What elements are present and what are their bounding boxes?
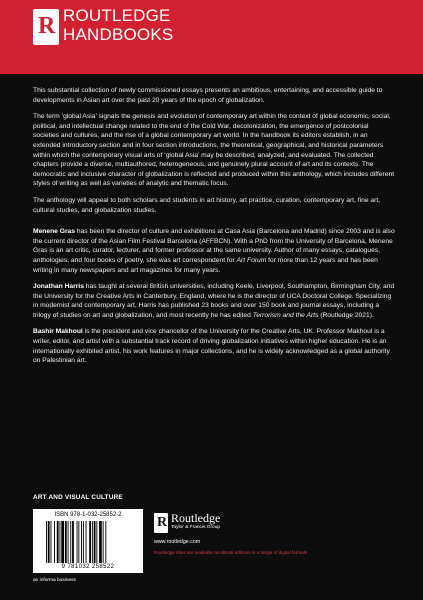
- barcode-bar: [65, 521, 67, 563]
- barcode-bar: [70, 521, 71, 563]
- barcode-icon: [46, 521, 130, 563]
- barcode-bar: [68, 521, 69, 563]
- publisher-logo-icon: R: [154, 513, 168, 533]
- editor-name: Menene Gras: [33, 228, 75, 236]
- cover-body: [33, 86, 395, 373]
- barcode-bar: [89, 521, 91, 563]
- barcode-bar: [83, 521, 84, 563]
- barcode-bar: [72, 521, 74, 563]
- brand-title-line2: HANDBOOKS: [63, 25, 174, 44]
- routledge-logo-icon: [33, 9, 59, 45]
- publication-title: Art Forum: [236, 256, 267, 264]
- publication-title: Terrorism and the Arts: [252, 311, 319, 319]
- barcode-bar: [57, 521, 59, 563]
- bio-paragraph: Menene Gras has been the director of culture and exhibitions at Casa Asia (Barcelona and Madrid) since 2003 and is also the current director of the Asian Film Festival Barcelona (AFFBCN). With a PhD from the University of Barcelona, Menene Gras is an art critic, curator, lecturer, and former professor at the same university. Author of many essays, catalogues, anthologies, and four books of poetry, she was art correspondent for Art Forum for more than 12 years and has been writing in many newspapers and art magazines for many years.: [33, 228, 395, 274]
- isbn-text: ISBN 978-1-032-25852-2: [54, 512, 122, 518]
- barcode-bar: [96, 521, 97, 563]
- bio-paragraph: Bashir Makhoul is the president and vice chancellor of the University for the Creative Arts, UK. Professor Makhoul is a writer, editor, and artist with a substantial track record of driving globalization initiatives within higher education. He is an internationally exhibited artist, his work features in major collections, and he is widely acknowledged as a global authority on Palestinian art.: [33, 328, 390, 365]
- barcode-digits: 9 781032 258522: [61, 564, 115, 570]
- ebook-note: Routledge titles are available as eBook editions in a range of digital formats: [154, 550, 308, 555]
- publisher-name: Routledge: [171, 511, 221, 525]
- blurb-paragraph: The anthology will appeal to both scholars and students in art history, art practice, curation, contemporary art, fine art, cultural studies, and globalization studies.: [33, 196, 381, 214]
- barcode-bar: [78, 521, 79, 563]
- barcode-bar: [46, 521, 47, 563]
- editor-name: Jonathan Harris: [33, 283, 84, 291]
- barcode-bar: [92, 521, 93, 563]
- publisher-group: Taylor & Francis Group: [171, 525, 221, 530]
- barcode-bar: [86, 521, 87, 563]
- barcode-bar: [81, 521, 82, 563]
- barcode-bar: [48, 521, 50, 563]
- barcode-bar: [105, 521, 106, 563]
- barcode-panel: [33, 509, 143, 573]
- publisher-website[interactable]: www.routledge.com: [154, 539, 201, 545]
- editor-name: Bashir Makhoul: [33, 328, 83, 336]
- bio-paragraph: Jonathan Harris has taught at several British universities, including Keele, Liverpool, Southampton, Birmingham City, and the University for the Creative Arts in Canterbury, England, where he is the director of UCA Doctoral College. Specializing in modernist and contemporary art, Harris has published 23 books and over 150 book and journal essays, including a trilogy of studies on art and globalization, and most recently he has edited Terrorism and the Arts (Routledge 2021).: [33, 283, 395, 319]
- barcode-bar: [51, 521, 52, 563]
- informa-label: an informa business: [33, 578, 76, 583]
- barcode-bar: [61, 521, 64, 563]
- barcode-bar: [54, 521, 55, 563]
- brand-title-line1: ROUTLEDGE: [63, 6, 171, 25]
- barcode-bar: [94, 521, 96, 563]
- logo-letter: R: [38, 13, 56, 39]
- barcode-bar: [99, 521, 102, 563]
- barcode-bar: [103, 521, 104, 563]
- barcode-bar: [60, 521, 61, 563]
- blurb-paragraph: The term ‘global Asia’ signals the genesis and evolution of contemporary art within the context of global economic, social, political, and intellectual change related to the end of the Cold War, decolonization, the emergence of postcolonial societies and cultures, and the rise of a global contemporary art world. In the handbook its editors establish, in an extended introductory section and in four section introductions, the theoretical, geographical, and historical parameters within which the contemporary visual arts of ‘global Asia’ may be described, analyzed, and evaluated. The collected chapters provide a diverse, multiauthored, heterogeneous, and genuinely plural account of art and its contexts. The democratic and inclusive character of globalization is reflected and produced within this anthology, which includes different styles of writing as well as varieties of analytic and thematic focus.: [33, 113, 395, 188]
- series-label: ART AND VISUAL CULTURE: [33, 494, 123, 501]
- header-band: [0, 0, 423, 74]
- blurb-paragraph: This substantial collection of newly commissioned essays presents an ambitious, entertaining, and accessible guide to developments in Asian art over the past 20 years of the epoch of globalization.: [33, 87, 383, 104]
- barcode-bar: [77, 521, 78, 563]
